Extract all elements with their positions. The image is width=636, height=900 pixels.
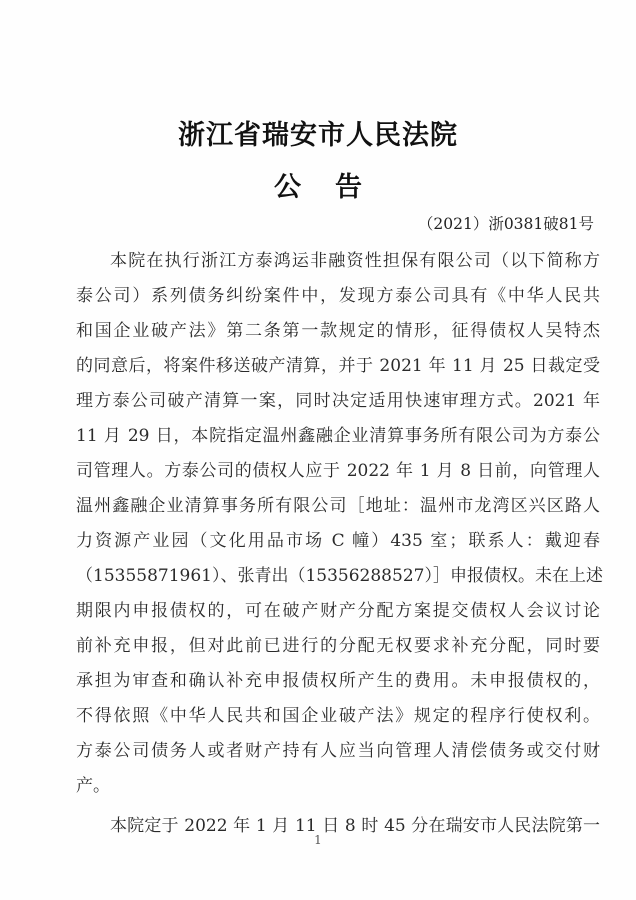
text-line: 承担为审查和确认补充申报债权所产生的费用。未申报债权的， (76, 671, 600, 691)
text-line: 司管理人。方泰公司的债权人应于 2022 年 1 月 8 日前，向管理人 (76, 461, 600, 481)
text-line: 11 月 29 日，本院指定温州鑫融企业清算事务所有限公司为方泰公 (76, 426, 600, 446)
paragraph-1 (76, 244, 603, 804)
notice-title-text: 公告 (274, 172, 396, 203)
case-number: （2021）浙0381破81号 (417, 215, 594, 233)
text-line: 产。 (76, 776, 110, 796)
text-line: 理方泰公司破产清算一案，同时决定适用快速审理方式。2021 年 (76, 391, 600, 411)
text-line: 温州鑫融企业清算事务所有限公司［地址：温州市龙湾区兴区路人 (76, 496, 600, 516)
text-line: 方泰公司债务人或者财产持有人应当向管理人清偿债务或交付财 (76, 741, 600, 761)
page-number: 1 (314, 833, 322, 847)
text-line: 力资源产业园（文化用品市场 C 幢）435 室；联系人：戴迎春 (76, 531, 600, 551)
text-line: 不得依照《中华人民共和国企业破产法》规定的程序行使权利。 (76, 706, 600, 726)
text-line: 和国企业破产法》第二条第一款规定的情形，征得债权人吴特杰 (76, 321, 600, 341)
text-line: 期限内申报债权的，可在破产财产分配方案提交债权人会议讨论 (76, 601, 600, 621)
text-line: 的同意后，将案件移送破产清算，并于 2021 年 11 月 25 日裁定受 (76, 356, 600, 376)
text-line: 本院在执行浙江方泰鸿运非融资性担保有限公司（以下简称方 (110, 251, 600, 271)
court-title: 浙江省瑞安市人民法院 (178, 120, 458, 151)
notice-body (76, 244, 603, 844)
text-line: （15355871961）、张青出（15356288527）］申报债权。未在上述 (76, 566, 603, 586)
text-line: 泰公司）系列债务纠纷案件中，发现方泰公司具有《中华人民共 (76, 286, 600, 306)
text-line: 前补充申报，但对此前已进行的分配无权要求补充分配，同时要 (76, 636, 600, 656)
notice-title (0, 165, 636, 204)
text-line: 本院定于 2022 年 1 月 11 日 8 时 45 分在瑞安市人民法院第一 (110, 816, 600, 836)
